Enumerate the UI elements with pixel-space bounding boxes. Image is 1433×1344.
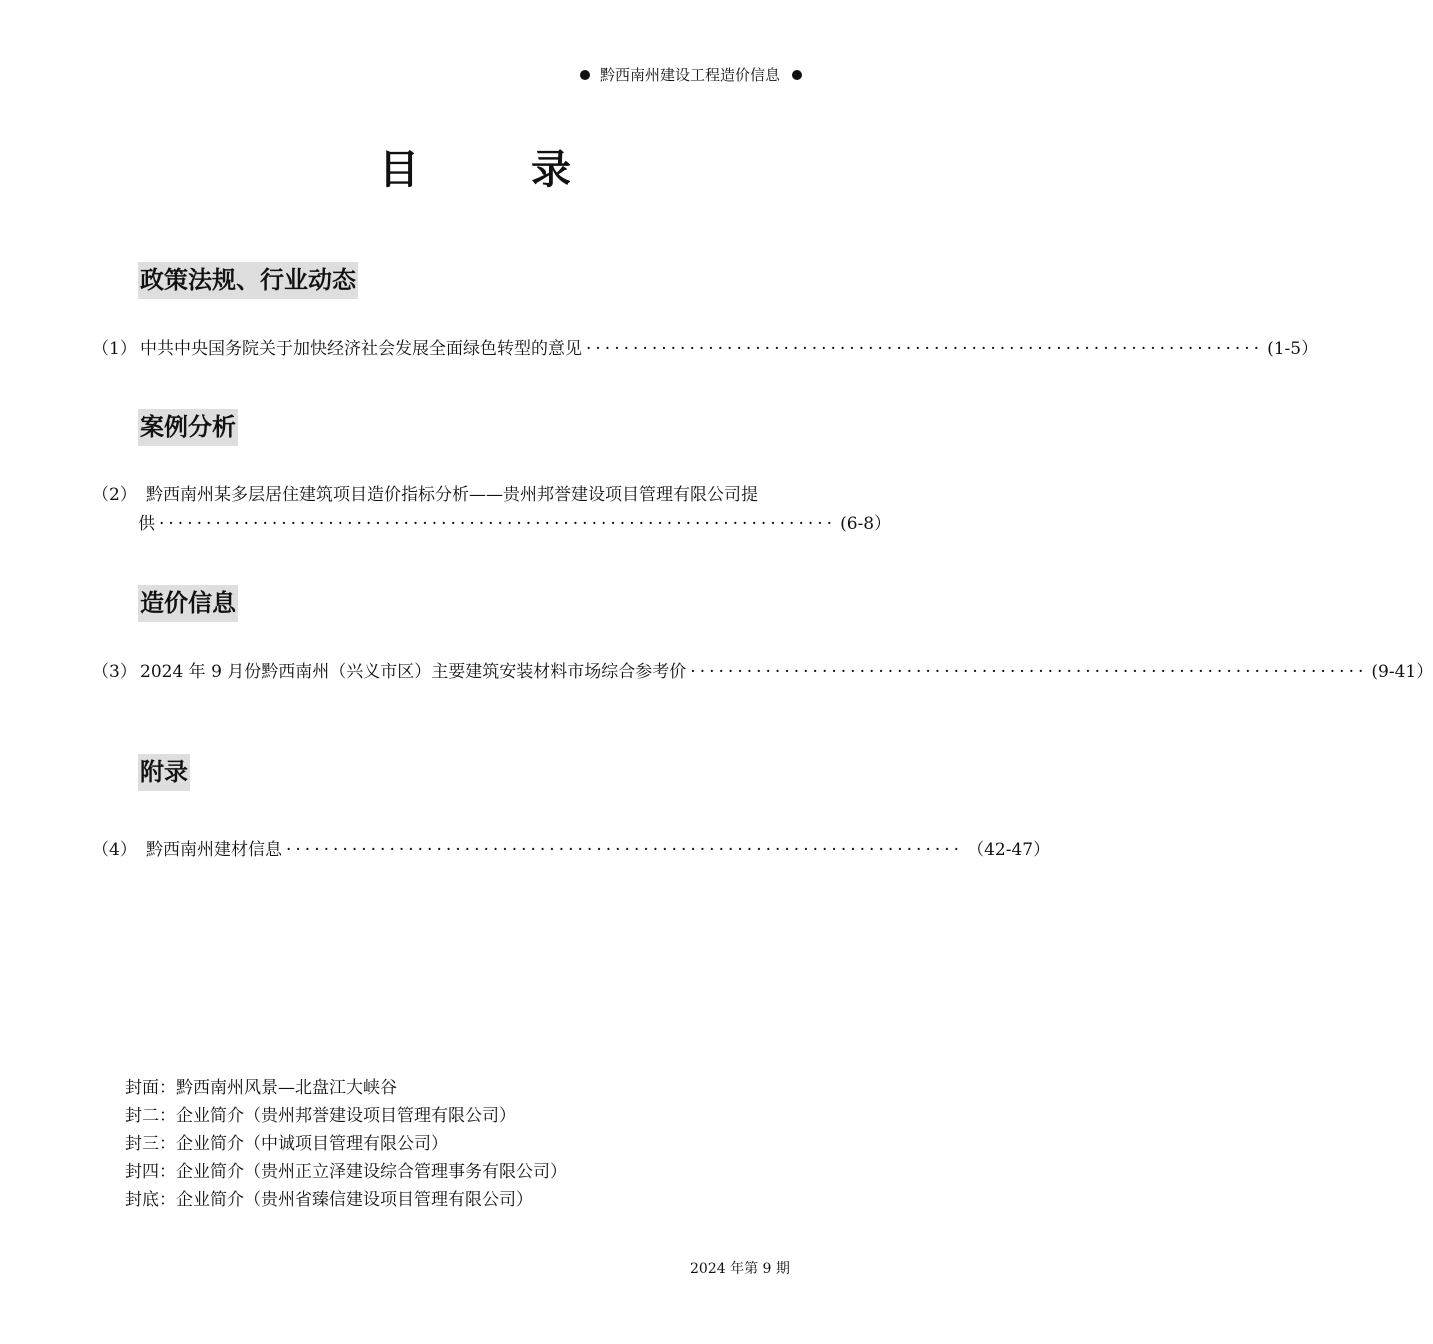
toc-entry-3[interactable] xyxy=(92,658,1433,687)
cover-note: 封底：企业简介（贵州省臻信建设项目管理有限公司） xyxy=(125,1190,533,1210)
entry-number: （1） xyxy=(92,339,137,359)
section-heading-appendix: 附录 xyxy=(138,754,190,791)
leader-dots: ········································································ xyxy=(690,662,1368,682)
entry-pages: (9-41） xyxy=(1371,662,1433,682)
cover-note: 封二：企业简介（贵州邦誉建设项目管理有限公司） xyxy=(125,1106,516,1126)
issue-number: 2024 年第 9 期 xyxy=(690,1261,790,1277)
page-title: 目 录 xyxy=(379,146,607,193)
entry-title: 黔西南州某多层居住建筑项目造价指标分析——贵州邦誉建设项目管理有限公司提 xyxy=(146,485,758,505)
section-heading-price: 造价信息 xyxy=(138,585,238,622)
cover-note: 封四：企业简介（贵州正立泽建设综合管理事务有限公司） xyxy=(125,1162,567,1182)
entry-title: 黔西南州建材信息 xyxy=(146,840,282,860)
leader-dots: ········································································ xyxy=(159,514,837,534)
cover-note: 封面：黔西南州风景—北盘江大峡谷 xyxy=(125,1078,397,1098)
entry-number: （2） xyxy=(92,485,137,505)
leader-dots: ········································································ xyxy=(286,840,964,860)
toc-entry-4[interactable] xyxy=(92,836,1051,865)
entry-title: 中共中央国务院关于加快经济社会发展全面绿色转型的意见 xyxy=(140,339,582,359)
entry-number: （4） xyxy=(92,840,137,860)
section-heading-case: 案例分析 xyxy=(138,409,238,446)
cover-notes xyxy=(125,1074,567,1214)
entry-title: 2024 年 9 月份黔西南州（兴义市区）主要建筑安装材料市场综合参考价 xyxy=(140,662,687,682)
journal-title: 黔西南州建设工程造价信息 xyxy=(600,66,781,84)
entry-pages: (6-8） xyxy=(840,514,892,534)
toc-entry-1[interactable] xyxy=(92,335,1319,364)
entry-pages: （42-47） xyxy=(967,840,1051,860)
journal-header xyxy=(580,64,802,85)
entry-number: （3） xyxy=(92,662,137,682)
section-heading-policy: 政策法规、行业动态 xyxy=(138,262,358,299)
cover-note: 封三：企业简介（中诚项目管理有限公司） xyxy=(125,1134,448,1154)
bullet-icon xyxy=(792,70,802,80)
bullet-icon xyxy=(580,70,590,80)
entry-pages: (1-5） xyxy=(1267,339,1319,359)
leader-dots: ········································································ xyxy=(586,339,1264,359)
entry-title-continued: 供 xyxy=(138,514,155,534)
toc-entry-2[interactable] xyxy=(92,481,892,539)
